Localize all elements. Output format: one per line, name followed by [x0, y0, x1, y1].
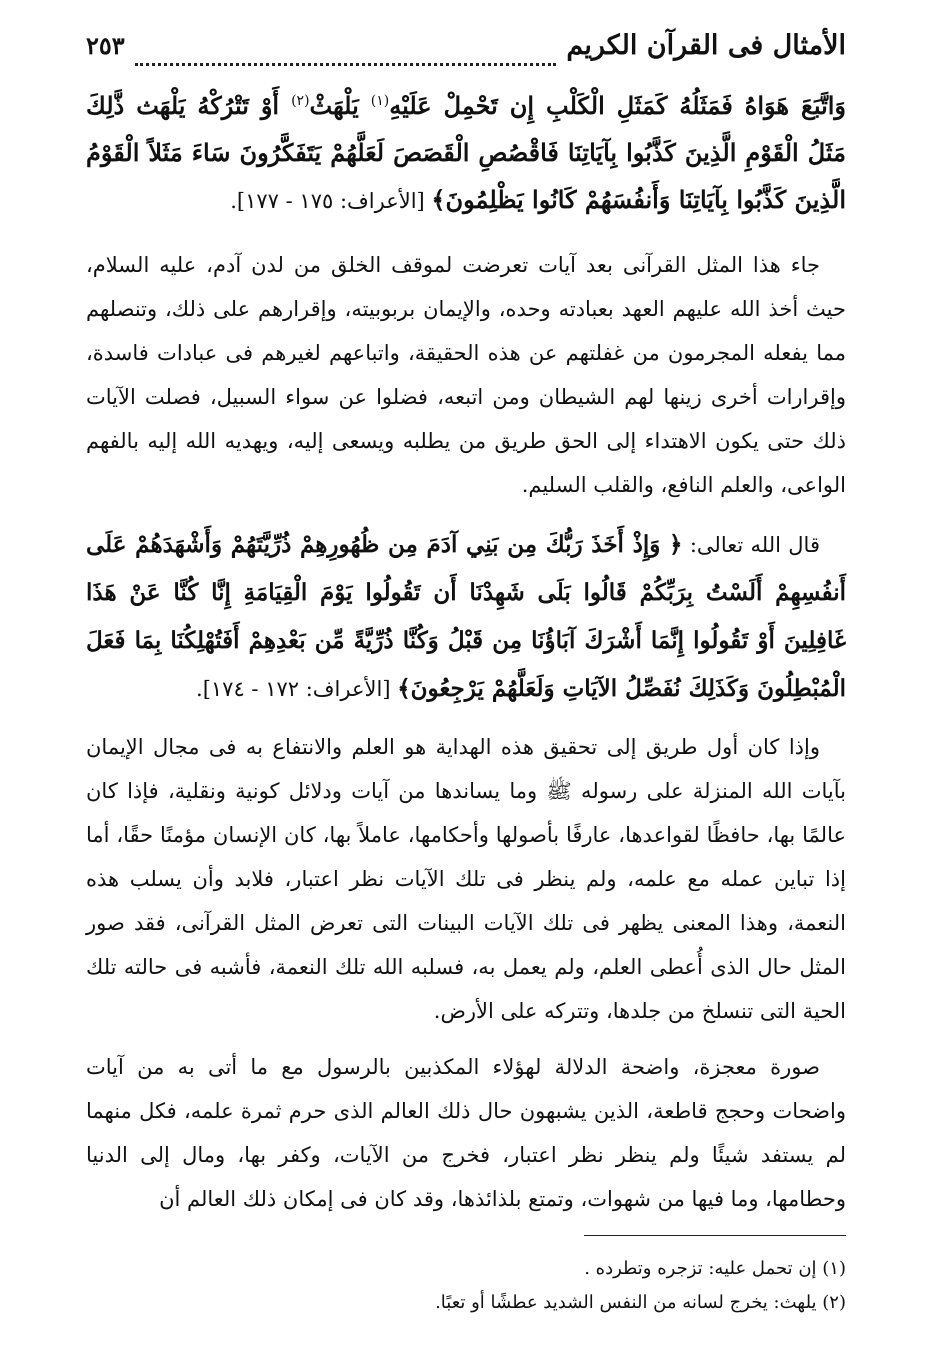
- spacer: [86, 1033, 846, 1045]
- paragraph-2: وإذا كان أول طريق إلى تحقيق هذه الهداية هو العلم والانتفاع به فى مجال الإيمان بآيات الله المنزلة على رسوله ﷺ وما يساندها من آيات ودلائل كونية ونقلية، فإذا كان عالمًا بها، حافظًا لقواعدها، عارفًا بأصولها وأحكامها، عاملاً بها، كان الإنسان مؤمنًا حقًا، أما إذا تباين عمله مع علمه، ولم ينظر فى تلك الآيات نظر اعتبار، فلابد وأن يسلب هذه النعمة، وهذا المعنى يظهر فى تلك الآيات البينات التى تعرض المثل القرآنى، فقد صور المثل حال الذى أُعطى العلم، ولم يعمل به، فسلبه الله تلك النعمة، فأشبه فى حالته تلك الحية التى تنسلخ من جلدها، وتتركه على الأرض.: [86, 735, 847, 1023]
- leader-dots: [135, 63, 557, 66]
- quote-text: ﴿ وَإِذْ أَخَذَ رَبُّكَ مِن بَنِي آدَمَ مِن ظُهُورِهِمْ ذُرِّيَّتَهُمْ وَأَشْهَدَهُمْ عَلَى أَنفُسِهِمْ أَلَسْتُ بِرَبِّكُمْ قَالُوا بَلَى شَهِدْنَا أَن تَقُولُوا يَوْمَ الْقِيَامَةِ إِنَّا كُنَّا عَنْ هَذَا غَافِلِينَ أَوْ تَقُولُوا إِنَّمَا أَشْرَكَ آبَاؤُنَا مِن قَبْلُ وَكُنَّا ذُرِّيَّةً مِّن بَعْدِهِمْ أَفَتُهْلِكُنَا بِمَا فَعَلَ الْمُبْطِلُونَ وَكَذَلِكَ نُفَصِّلُ الآيَاتِ وَلَعَلَّهُمْ يَرْجِعُونَ﴾: [86, 531, 846, 702]
- footnotes: [86, 1252, 846, 1320]
- footnote-2: (٢) يلهث: يخرج لسانه من النفس الشديد عطشًا أو تعبًا.: [435, 1292, 846, 1313]
- quran-quote-block: [86, 521, 846, 713]
- quote-intro: قال الله تعالى:: [682, 533, 820, 557]
- verse-text-part-b: يَلْهَثْ: [309, 91, 371, 120]
- verse-text-part-c: أَوْ تَتْرُكْهُ يَلْهَث ذَّلِكَ مَثَلُ الْقَوْمِ الَّذِينَ كَذَّبُوا بِآيَاتِنَا فَاقْصُصِ الْقَصَصَ لَعَلَّهُمْ يَتَفَكَّرُونَ سَاءَ مَثَلاً الْقَوْمُ الَّذِينَ كَذَّبُوا بِآيَاتِنَا وَأَنفُسَهُمْ كَانُوا يَظْلِمُونَ﴾: [86, 91, 846, 214]
- footnote-1: (١) إن تحمل عليه: تزجره وتطرده .: [584, 1258, 846, 1279]
- page-number: ٢٥٣: [86, 31, 125, 60]
- verse-reference: [الأعراف: ١٧٥ - ١٧٧].: [230, 189, 432, 213]
- spacer: [86, 713, 846, 725]
- quote-reference: [الأعراف: ١٧٢ - ١٧٤].: [196, 677, 398, 701]
- paragraph-3: صورة معجزة، واضحة الدلالة لهؤلاء المكذبين بالرسول مع ما أتى به من آيات واضحات وحجج قاطعة، الذين يشبهون حال ذلك العالم الذى حرم ثمرة علمه، فكل منهما لم يستفد شيئًا ولم ينظر نظر اعتبار، فخرج من الآيات، وكفر بها، ومال إلى الدنيا وحطامها، وما فيها من شهوات، وتمتع بلذائذها، وقد كان فى إمكان ذلك العالم أن: [86, 1055, 846, 1211]
- footnote-marker-2: (٢): [291, 93, 310, 109]
- footnote-separator: [584, 1235, 846, 1236]
- book-page: [86, 30, 846, 1340]
- footnote-marker-1: (١): [370, 93, 390, 109]
- quran-verse-block: [86, 78, 846, 225]
- paragraph-1: جاء هذا المثل القرآنى بعد آيات تعرضت لموقف الخلق من لدن آدم، عليه السلام، حيث أخذ الله عليهم العهد بعبادته وحده، والإيمان بربوبيته، وإقرارهم على ذلك، وتنصلهم مما يفعله المجرمون من غفلتهم عن هذه الحقيقة، واتباعهم لغيرهم فى عبادات فاسدة، وإقرارات أخرى زينها لهم الشيطان ومن اتبعه، فضلوا عن سواء السبيل، فصلت الآيات ذلك حتى يكون الاهتداء إلى الحق طريق من يطلبه ويسعى إليه، ويهديه الله إليه بالفهم الواعى، والعلم النافع، والقلب السليم.: [86, 253, 846, 497]
- verse-text-part-a: وَاتَّبَعَ هَوَاهُ فَمَثَلُهُ كَمَثَلِ الْكَلْبِ إِن تَحْمِلْ عَلَيْهِ: [389, 91, 847, 120]
- running-title: الأمثال فى القرآن الكريم: [566, 30, 846, 61]
- page-header: [86, 30, 846, 74]
